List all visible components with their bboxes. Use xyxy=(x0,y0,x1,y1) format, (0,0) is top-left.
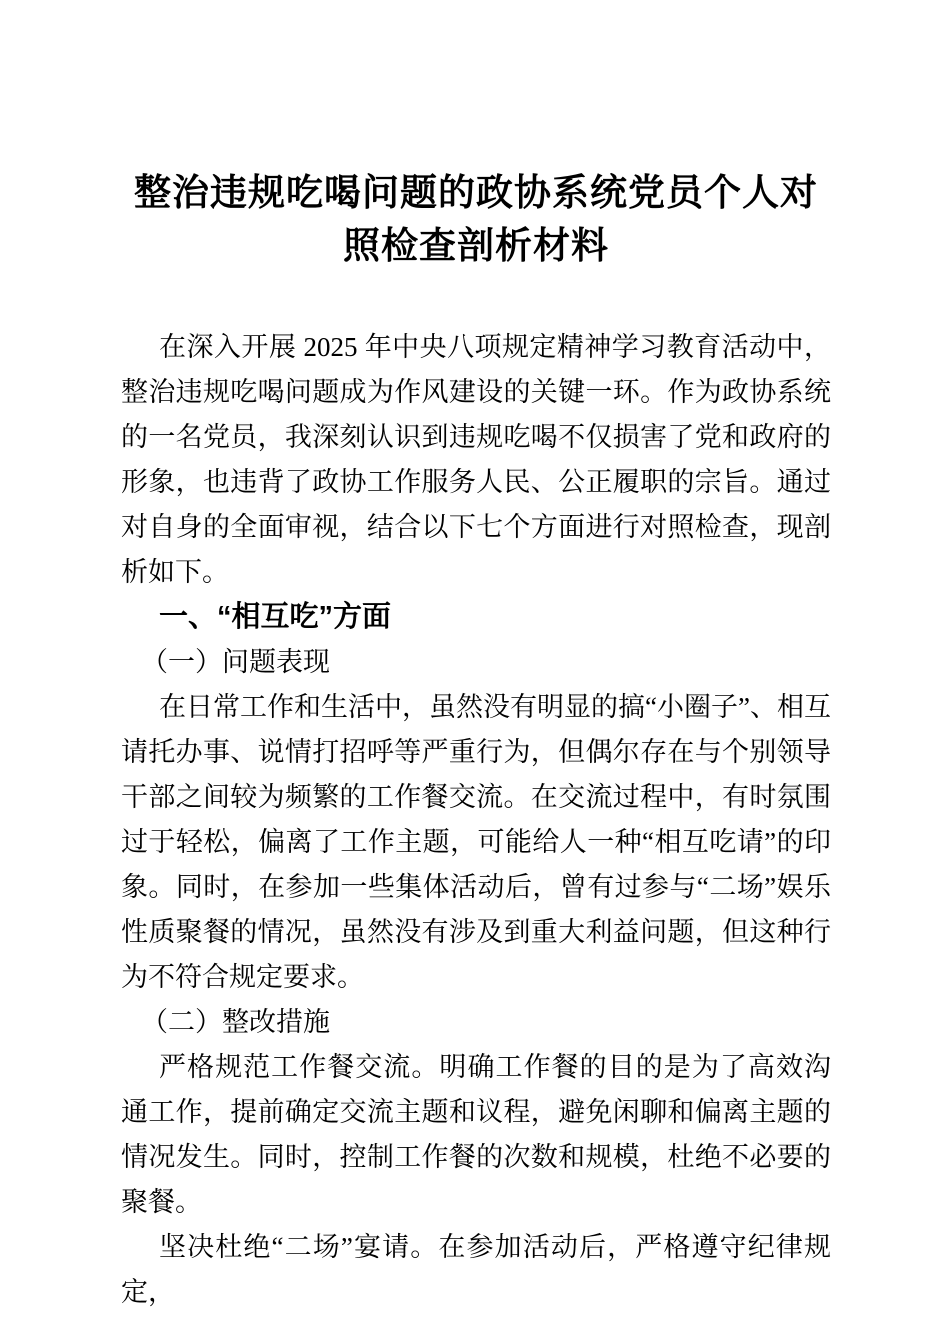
document-content xyxy=(121,0,831,1315)
subsection-1-1-paragraph: 在日常工作和生活中，虽然没有明显的搞“小圈子”、相互请托办事、说情打招呼等严重行为，但偶尔存在与个别领导干部之间较为频繁的工作餐交流。在交流过程中，有时氛围过于轻松，偏离了工作主题，可能给人一种“相互吃请”的印象。同时，在参加一些集体活动后，曾有过参与“二场”娱乐性质聚餐的情况，虽然没有涉及到重大利益问题，但这种行为不符合规定要求。 xyxy=(121,692,831,992)
subsection-1-2-heading: （二）整改措施 xyxy=(141,1007,330,1037)
subsection-1-2-paragraph-1: 严格规范工作餐交流。明确工作餐的目的是为了高效沟通工作，提前确定交流主题和议程，避免闲聊和偏离主题的情况发生。同时，控制工作餐的次数和规模，杜绝不必要的聚餐。 xyxy=(121,1052,831,1217)
section-1-heading: 一、“相互吃”方面 xyxy=(159,601,392,633)
subsection-1-2-paragraph-2: 坚决杜绝“二场”宴请。在参加活动后，严格遵守纪律规定， xyxy=(121,1232,831,1307)
subsection-1-1-heading: （一）问题表现 xyxy=(141,647,330,677)
document-title: 整治违规吃喝问题的政协系统党员个人对照检查剖析材料 xyxy=(134,172,818,266)
intro-paragraph: 在深入开展 2025 年中央八项规定精神学习教育活动中，整治违规吃喝问题成为作风建设的关键一环。作为政协系统的一名党员，我深刻认识到违规吃喝不仅损害了党和政府的形象，也违背了政协工作服务人民、公正履职的宗旨。通过对自身的全面审视，结合以下七个方面进行对照检查，现剖析如下。 xyxy=(121,332,831,587)
